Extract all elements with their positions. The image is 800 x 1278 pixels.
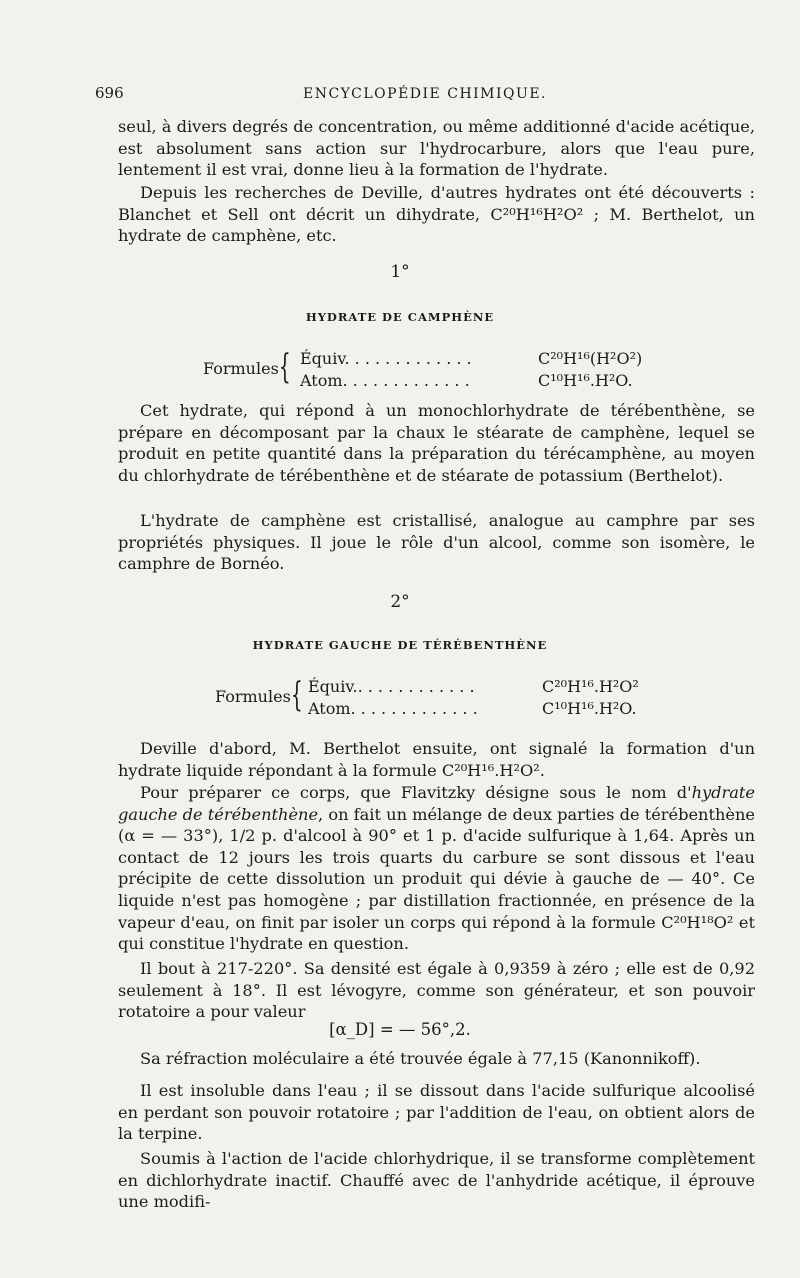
formula-row-name: Atom. . . . . . . . . . . . . <box>300 371 470 390</box>
text-run: , on fait un mélange de deux parties de térébenthène (α = — 33°), 1/2 p. d'alcool à 90° et 1 p. d'acide sulfurique à 1,64. Après un contact de 12 jours les trois quarts du carbure se sont dissous et l'eau précipite de cette dissolution un produit qui dévie à gauche de — 40°. Ce liquide n'est pas homogène ; par distillation fractionnée, en présence de la vapeur d'eau, on finit par isoler un corps qui répond à la formule C²⁰H¹⁸O² et qui constitue l'hydrate en question. <box>118 804 755 954</box>
formula-row-value: C¹⁰H¹⁶.H²O. <box>542 699 637 718</box>
formula-row-name: Atom. . . . . . . . . . . . . <box>308 699 478 718</box>
page-number: 696 <box>95 84 124 102</box>
running-header <box>95 84 755 108</box>
formula-row-value: C²⁰H¹⁶(H²O²) <box>538 349 643 368</box>
brace-icon: { <box>278 347 291 387</box>
paragraph-deville: Deville d'abord, M. Berthelot ensuite, ont signalé la formation d'un hydrate liquide répondant à la formule C²⁰H¹⁶.H²O². <box>118 739 755 780</box>
paragraph-preparation: Cet hydrate, qui répond à un monochlorhydrate de térébenthène, se prépare en décomposant par la chaux le stéarate de camphène, lequel se produit en petite quantité dans la préparation du térécamphène, au moyen du chlorhydrate de térébenthène et de stéarate de potassium (Berthelot). <box>118 401 755 485</box>
section-title: HYDRATE GAUCHE DE TÉRÉBENTHÈNE <box>252 638 548 652</box>
paragraph-boiling: Il bout à 217-220°. Sa densité est égale à 0,9359 à zéro ; elle est de 0,92 seulement à 18°. Il est lévogyre, comme son générateur, et son pouvoir rotatoire a pour valeur <box>118 959 755 1022</box>
brace-icon: { <box>290 675 303 715</box>
rotation-equation: [α_D] = — 56°,2. <box>329 1020 471 1039</box>
formula-label: Formules <box>203 359 279 378</box>
paragraph-hydrochloric: Soumis à l'action de l'acide chlorhydrique, il se transforme complètement en dichlorhydrate inactif. Chauffé avec de l'anhydride acétique, il éprouve une modifi- <box>118 1149 755 1212</box>
section-number: 2° <box>390 592 410 612</box>
formula-row-name: Équiv. . . . . . . . . . . . . <box>300 349 472 368</box>
paragraph-hydrates: Depuis les recherches de Deville, d'autres hydrates ont été découverts : Blanchet et Sell ont décrit un dihydrate, C²⁰H¹⁶H²O² ; M. Berthelot, un hydrate de camphène, etc. <box>118 183 755 246</box>
italic-term: hydrate gauche de térébenthène <box>118 783 755 824</box>
paragraph-solubility: Il est insoluble dans l'eau ; il se dissout dans l'acide sulfurique alcoolisé en perdant son pouvoir rotatoire ; par l'addition de l'eau, on obtient alors de la terpine. <box>118 1081 755 1144</box>
formula-block <box>0 672 800 722</box>
paragraph-properties: L'hydrate de camphène est cristallisé, analogue au camphre par ses propriétés physiques. Il joue le rôle d'un alcool, comme son isomère, le camphre de Bornéo. <box>118 511 755 574</box>
formula-label: Formules <box>215 687 291 706</box>
formula-row-name: Équiv.. . . . . . . . . . . . <box>308 677 475 696</box>
formula-row-value: C¹⁰H¹⁶.H²O. <box>538 371 633 390</box>
paragraph-flavitzky <box>118 782 755 955</box>
section-title: HYDRATE DE CAMPHÈNE <box>305 310 495 324</box>
running-title: ENCYCLOPÉDIE CHIMIQUE. <box>303 86 547 102</box>
section-number: 1° <box>390 262 410 282</box>
formula-row-value: C²⁰H¹⁶.H²O² <box>542 677 639 696</box>
text-run: Pour préparer ce corps, que Flavitzky désigne sous le nom d' <box>140 783 692 802</box>
paragraph-refraction: Sa réfraction moléculaire a été trouvée égale à 77,15 (Kanonnikoff). <box>140 1049 701 1068</box>
paragraph-continuation: seul, à divers degrés de concentration, ou même additionné d'acide acétique, est absolument sans action sur l'hydrocarbure, alors que l'eau pure, lentement il est vrai, donne lieu à la formation de l'hydrate. <box>118 117 755 180</box>
formula-block <box>0 344 800 394</box>
